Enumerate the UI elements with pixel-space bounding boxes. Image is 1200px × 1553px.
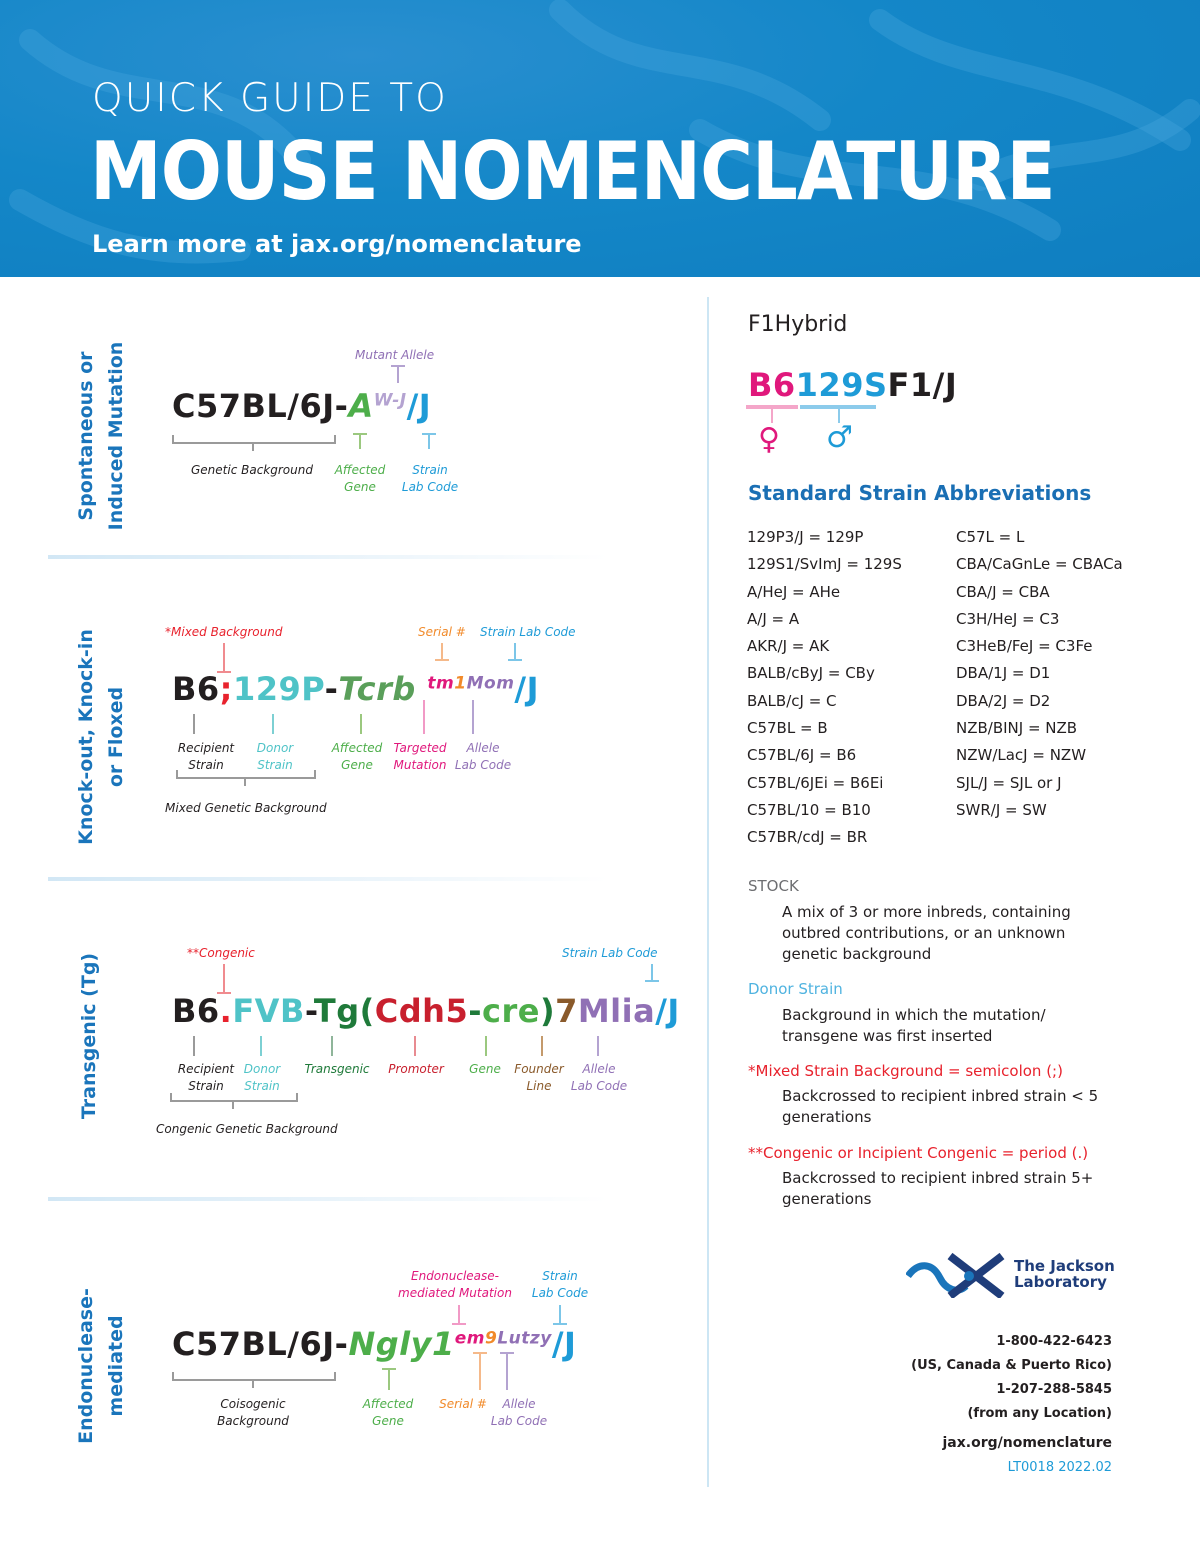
bracket-tick — [232, 1101, 234, 1109]
mixed-genetic-background-label: Mixed Genetic Background — [165, 801, 327, 815]
list-item: C57BL/6JEi = B6Ei — [747, 773, 884, 792]
tick — [223, 643, 225, 673]
tick — [423, 700, 425, 734]
endonuclease-formula: $C57BL/6J-Ngly1^{em9Lutzy}/J$ — [172, 1325, 577, 1363]
header-banner — [0, 0, 1200, 277]
tick — [359, 433, 361, 449]
page-title: MOUSE NOMENCLATURE — [90, 125, 1055, 218]
tick-bar — [508, 659, 522, 661]
bracket-tick — [252, 443, 254, 451]
tick — [771, 409, 773, 423]
targeted-mutation-label: Targeted Mutation — [393, 741, 447, 772]
tick — [223, 964, 225, 994]
tick-bar — [645, 980, 659, 982]
abbreviations-title: Standard Strain Abbreviations — [748, 481, 1092, 505]
allele-lab-code-label: Allele Lab Code — [454, 741, 512, 772]
strain-lab-code-label: Strain Lab Code — [562, 946, 658, 960]
list-item: 129S1/SvImJ = 129S — [747, 555, 902, 574]
tick — [272, 714, 274, 734]
list-item: CBA/CaGnLe = CBACa — [956, 555, 1123, 574]
tick — [458, 1305, 460, 1325]
mutant-allele-label: Mutant Allele — [355, 348, 435, 362]
bracket — [170, 1093, 298, 1102]
congenic-background-label: Congenic Genetic Background — [156, 1122, 338, 1136]
list-item: A/HeJ = AHe — [747, 582, 841, 601]
strain-lab-code-label: Strain Lab Code — [401, 463, 459, 494]
tick — [360, 714, 362, 734]
female-icon: ♀ — [758, 422, 780, 457]
contact-block — [911, 1330, 1112, 1480]
tick — [193, 1036, 195, 1056]
tick — [559, 1305, 561, 1325]
section-divider — [48, 877, 608, 881]
header-subtitle: Learn more at jax.org/nomenclature — [92, 230, 582, 258]
bracket-tick — [252, 1380, 254, 1388]
serial-label: Serial # — [439, 1397, 487, 1411]
definition-text-donor: Background in which the mutation/ transgene was first inserted — [782, 1006, 1046, 1045]
section-label-spontaneous: Spontaneous or Induced Mutation — [75, 341, 127, 531]
tick — [597, 1036, 599, 1056]
column-divider — [707, 297, 709, 1487]
phone-us: 1-800-422-6423 — [996, 1334, 1112, 1349]
header-pretitle: QUICK GUIDE TO — [92, 76, 448, 121]
spontaneous-formula: $C57BL/6J-A^{W-J}/J$ — [172, 387, 432, 425]
section-divider — [48, 555, 608, 559]
jackson-lab-logo — [906, 1252, 1126, 1302]
affected-gene-label: Affected Gene — [362, 1397, 414, 1428]
tick — [428, 433, 430, 449]
tick — [397, 365, 399, 383]
list-item: C57BR/cdJ = BR — [747, 828, 868, 847]
donor-strain-label: Donor Strain — [256, 741, 294, 772]
tick — [485, 1036, 487, 1056]
tick — [193, 714, 195, 734]
section-label-transgenic: Transgenic (Tg) — [78, 952, 100, 1120]
list-item: C3HeB/FeJ = C3Fe — [956, 637, 1093, 656]
website-link[interactable]: jax.org/nomenclature — [942, 1435, 1112, 1451]
gene-label: Gene — [469, 1062, 501, 1076]
tick — [260, 1036, 262, 1056]
tick — [414, 1036, 416, 1056]
phone-intl-region: (from any Location) — [967, 1406, 1112, 1421]
allele-lab-code-label: Allele Lab Code — [570, 1062, 628, 1093]
list-item: BALB/cJ = C — [747, 691, 837, 710]
list-item: CBA/J = CBA — [956, 582, 1050, 601]
definition-text-congenic: Backcrossed to recipient inbred strain 5+ generations — [782, 1169, 1094, 1208]
coisogenic-background-label: Coisogenic Background — [217, 1397, 289, 1428]
congenic-label: **Congenic — [187, 946, 255, 960]
list-item: SWR/J = SW — [956, 800, 1047, 819]
founder-line-label: Founder Line — [514, 1062, 564, 1093]
definition-term-mixed: *Mixed Strain Background = semicolon (;) — [748, 1062, 1063, 1080]
male-icon: ♂ — [826, 420, 853, 455]
tick — [479, 1352, 481, 1390]
list-item: DBA/2J = D2 — [956, 691, 1051, 710]
donor-strain-label: Donor Strain — [243, 1062, 281, 1093]
recipient-strain-label: Recipient Strain — [177, 741, 235, 772]
knockout-formula: B6;129P-Tcrb $^{tm1Mom}$/J — [172, 670, 540, 708]
genetic-background-label: Genetic Background — [191, 463, 313, 477]
serial-label: Serial # — [418, 625, 466, 639]
list-item: A/J = A — [747, 609, 800, 628]
list-item: C57L = L — [956, 528, 1025, 546]
list-item: NZW/LacJ = NZW — [956, 746, 1087, 765]
bracket — [172, 435, 336, 444]
bracket-tick — [244, 778, 246, 786]
list-item: 129P3/J = 129P — [747, 528, 864, 546]
list-item: C57BL/10 = B10 — [747, 800, 871, 819]
logo-text-line1: The Jackson — [1014, 1257, 1115, 1275]
definition-term-stock: STOCK — [748, 877, 799, 895]
list-item: AKR/J = AK — [747, 637, 830, 656]
promoter-label: Promoter — [388, 1062, 444, 1076]
bracket — [172, 1372, 336, 1381]
section-label-knockout: Knock-out, Knock-in or Floxed — [75, 629, 127, 845]
phone-us-region: (US, Canada & Puerto Rico) — [911, 1358, 1112, 1373]
allele-lab-code-label: Allele Lab Code — [490, 1397, 548, 1428]
definition-text-mixed: Backcrossed to recipient inbred strain < 5 generations — [782, 1087, 1099, 1126]
strain-lab-code-label: Strain Lab Code — [480, 625, 576, 639]
definition-term-congenic: **Congenic or Incipient Congenic = period (.) — [748, 1144, 1089, 1162]
strain-lab-code-label: Strain Lab Code — [531, 1269, 589, 1300]
transgenic-formula: B6.FVB-Tg(Cdh5-cre)7Mlia/J — [172, 992, 680, 1030]
document-code: LT0018 2022.02 — [1007, 1460, 1112, 1475]
list-item: BALB/cByJ = CBy — [747, 664, 875, 683]
transgenic-label: Transgenic — [304, 1062, 370, 1076]
definition-term-donor: Donor Strain — [748, 980, 843, 998]
phone-intl: 1-207-288-5845 — [996, 1382, 1112, 1397]
affected-gene-label: Affected Gene — [334, 463, 386, 494]
tick — [541, 1036, 543, 1056]
section-label-endonuclease: Endonuclease- mediated — [75, 1288, 127, 1444]
list-item: DBA/1J = D1 — [956, 664, 1051, 683]
list-item: C3H/HeJ = C3 — [956, 609, 1060, 628]
list-item: NZB/BINJ = NZB — [956, 719, 1078, 738]
abbreviations-left-column — [747, 524, 902, 852]
tick-bar — [435, 659, 449, 661]
list-item: SJL/J = SJL or J — [956, 773, 1062, 792]
tick — [331, 1036, 333, 1056]
logo-text-line2: Laboratory — [1014, 1273, 1107, 1291]
mixed-background-label: *Mixed Background — [165, 625, 283, 639]
tick — [506, 1352, 508, 1390]
section-divider — [48, 1197, 608, 1201]
tick — [388, 1368, 390, 1390]
jax-logo-icon — [906, 1252, 1011, 1298]
recipient-strain-label: Recipient Strain — [177, 1062, 235, 1093]
abbreviations-right-column — [956, 524, 1123, 824]
affected-gene-label: Affected Gene — [331, 741, 383, 772]
f1-hybrid-title: F1Hybrid — [748, 312, 848, 337]
definition-text-stock: A mix of 3 or more inbreds, containing outbred contributions, or an unknown genetic background — [782, 903, 1071, 963]
endonuclease-mutation-label: Endonuclease- mediated Mutation — [398, 1269, 512, 1300]
list-item: C57BL = B — [747, 719, 828, 738]
bracket — [176, 770, 316, 779]
tick — [472, 700, 474, 734]
list-item: C57BL/6J = B6 — [747, 746, 857, 765]
f1-formula: B6129SF1/J — [748, 366, 958, 404]
